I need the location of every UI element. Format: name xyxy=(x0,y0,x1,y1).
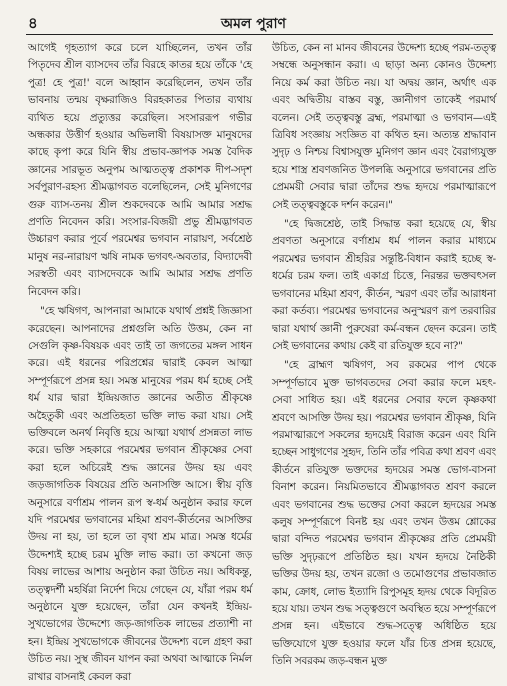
page-header xyxy=(0,0,507,34)
left-column xyxy=(28,40,252,683)
page-number: ৪ xyxy=(28,14,38,32)
text-columns xyxy=(28,40,496,683)
paragraph: "হে দ্বিজশ্রেষ্ঠ, তাই সিদ্ধান্ত করা হয়েছে যে, স্বীয় প্রবণতা অনুসারে বর্ণাশ্রম ধর্ম পালন করার মাধ্যমে পরমেশ্বর ভগবান শ্রীহরির সন্তুষ্টি-বিধান করাই হচ্ছে স্ব-ধর্মের চরম ফল। তাই একাগ্র চিত্তে, নিরন্তর ভক্তবৎসল ভগবানের মহিমা শ্রবণ, কীর্তন, স্মরণ এবং তাঁর আরাধনা করা কর্তব্য। পরমেশ্বর ভগবানের অনুস্মরণ রূপ তরবারির দ্বারা যথার্থ জ্ঞানী পুরুষেরা কর্ম-বন্ধন ছেদন করেন। তাই সেই ভগবানের কথায় কেই বা রতিযুক্ত হবে না?" xyxy=(272,218,496,352)
header-rule xyxy=(26,34,493,35)
paragraph: "হে ব্রাহ্মণ ঋষিগণ, সব রকমের পাপ থেকে সম্পূর্ণভাবে মুক্ত ভাগবতদের সেবা করার ফলে মহৎ-সেবা সাধিত হয়। এই ধরনের সেবার ফলে কৃষ্ণকথা শ্রবণে আসক্তি উদয় হয়। পরমেশ্বর ভগবান শ্রীকৃষ্ণ, যিনি পরমাত্মারূপে সকলের হৃদয়েই বিরাজ করেন এবং যিনি হচ্ছেন সাধুগণের সুহৃদ, তিনি তাঁর পবিত্র কথা শ্রবণ এবং কীর্তনে রতিযুক্ত ভক্তদের হৃদয়ের সমস্ত ভোগ-বাসনা বিনাশ করেন। নিয়মিতভাবে শ্রীমদ্ভাগবত শ্রবণ করলে এবং ভগবানের শুদ্ধ ভক্তের সেবা করলে হৃদয়ের সমস্ত কলুষ সম্পূর্ণরূপে বিনষ্ট হয় এবং তখন উত্তম শ্লোকের দ্বারা বন্দিত পরমেশ্বর ভগবান শ্রীকৃষ্ণের প্রতি প্রেমময়ী ভক্তি সুদৃঢ়রূপে প্রতিষ্ঠিত হয়। যখন হৃদয়ে নৈষ্ঠিকী ভক্তির উদয় হয়, তখন রজো ও তমোগুণের প্রভাবজাত কাম, ক্রোধ, লোভ ইত্যাদি রিপুসমূহ হৃদয় থেকে বিদূরিত হয়ে যায়। তখন শুদ্ধ সত্ত্বগুণে অবস্থিত হয়ে সম্পূর্ণরূপে প্রসন্ন হন। এইভাবে শুদ্ধ-সত্ত্বে অধিষ্ঠিত হয়ে ভক্তিযোগে যুক্ত হওয়ার ফলে যাঁর চিত্ত প্রসন্ন হয়েছে, তিনি সবরকম জড়-বন্ধন মুক্ত xyxy=(272,359,496,668)
paragraph: আগেই গৃহত্যাগ করে চলে যাচ্ছিলেন, তখন তাঁর পিতৃদেব শ্রীল ব্যাসদেব তাঁর বিরহে কাতর হয়ে তাঁকে 'হে পুত্র! হে পুত্র!' বলে আহ্বান করেছিলেন, তখন তাঁর ভাবনায় তন্ময় বৃক্ষরাজিও বিরহকাতর পিতার ব্যথায় ব্যথিত হয়ে প্রত্যুত্তর করেছিল। সংসাররূপ গভীর অন্ধকার উত্তীর্ণ হওয়ার অভিলাষী বিষয়াসক্ত মানুষদের কাছে কৃপা করে যিনি স্বীয় প্রভাব-জ্ঞাপক সমস্ত বৈদিক জ্ঞানের সারভূত অনুপম আত্মতত্ত্ব প্রকাশক দীপ-সদৃশ সর্বপুরাণ-রহস্য শ্রীমদ্ভাগবত বলেছিলেন, সেই মুনিগণের গুরু ব্যাস-তনয় শ্রীল শুকদেবকে আমি আমার সশ্রদ্ধ প্রণতি নিবেদন করি। সংসার-বিজয়ী প্রভু শ্রীমদ্ভাগবত উচ্চারণ করার পূর্বে পরমেশ্বর ভগবান নারায়ণ, সর্বশ্রেষ্ঠ মানুষ নর-নারায়ণ ঋষি নামক ভগবৎ-অবতার, বিদ্যাদেবী সরস্বতী এবং ব্যাসদেবকে আমি আমার সশ্রদ্ধ প্রণতি নিবেদন করি। xyxy=(28,42,252,298)
paragraph: "হে ঋষিগণ, আপনারা আমাকে যথার্থ প্রশ্নই জিজ্ঞাসা করেছেন। আপনাদের প্রশ্নগুলি অতি উত্তম, কেন না সেগুলি কৃষ্ণ-বিষয়ক এবং তাই তা জগতের মঙ্গল সাধন করে। এই ধরনের পরিপ্রশ্নের দ্বারাই কেবল আত্মা সম্পূর্ণরূপে প্রসন্ন হয়। সমস্ত মানুষের পরম ধর্ম হচ্ছে সেই ধর্ম যার দ্বারা ইন্দ্রিয়জাত জ্ঞানের অতীত শ্রীকৃষ্ণে অহৈতুকী এবং অপ্রতিহতা ভক্তি লাভ করা যায়। সেই ভক্তিবলে অনর্থ নিবৃত্তি হয়ে আত্মা যথার্থ প্রসন্নতা লাভ করে। ভক্তি সহকারে পরমেশ্বর ভগবান শ্রীকৃষ্ণের সেবা করা হলে অচিরেই শুদ্ধ জ্ঞানের উদয় হয় এবং জড়জাগতিক বিষয়ের প্রতি অনাসক্তি আসে। স্বীয় বৃত্তি অনুসারে বর্ণাশ্রম পালন রূপ স্ব-ধর্ম অনুষ্ঠান করার ফলে যদি পরমেশ্বর ভগবানের মহিমা শ্রবণ-কীর্তনের আসক্তির উদয় না হয়, তা হলে তা বৃথা শ্রম মাত্র। সমস্ত ধর্মের উদ্দেশ্যই হচ্ছে চরম মুক্তি লাভ করা। তা কখনো জড় বিষয় লাভের আশায় অনুষ্ঠান করা উচিত নয়। অধিকন্তু, তত্ত্বদর্শী মহর্ষিরা নির্দেশ দিয়ে গেছেন যে, যাঁরা পরম ধর্ম অনুষ্ঠানে যুক্ত হয়েছেন, তাঁরা যেন কখনই ইন্দ্রিয়-সুখভোগের উদ্দেশ্যে জড়-জাগতিক লাভের প্রত্যাশী না হন। ইন্দ্রিয় সুখভোগকে জীবনের উদ্দেশ্য বলে গ্রহণ করা উচিত নয়। সুস্থ জীবন যাপন করা অথবা আত্মাকে নির্মল রাখার বাসনাই কেবল করা xyxy=(28,305,252,683)
paragraph: উচিত, কেন না মানব জীবনের উদ্দেশ্য হচ্ছে পরম-তত্ত্ব সম্বন্ধে অনুসন্ধান করা। এ ছাড়া অন্য কোনও উদ্দেশ্য নিয়ে কর্ম করা উচিত নয়। যা অদ্বয় জ্ঞান, অর্থাৎ এক এবং অদ্বিতীয় বাস্তব বস্তু, জ্ঞানীগণ তাকেই পরমার্থ বলেন। সেই তত্ত্ববস্তু ব্রহ্ম, পরমাত্মা ও ভগবান—এই ত্রিবিধ সংজ্ঞায় সংজ্ঞিত বা কথিত হন। অত্যন্ত শ্রদ্ধাবান সুদৃঢ় ও নিশ্চয় বিশ্বাসযুক্ত মুনিগণ জ্ঞান এবং বৈরাগ্যযুক্ত হয়ে শাস্ত্র শ্রবণজনিত উপলব্ধি অনুসারে ভগবানের প্রতি প্রেমময়ী সেবার দ্বারা তাঁদের শুদ্ধ হৃদয়ে পরমাত্মারূপে সেই তত্ত্ববস্তুকে দর্শন করেন।" xyxy=(272,42,496,211)
running-title: অমল পুরাণ xyxy=(221,16,286,32)
right-column xyxy=(272,40,496,676)
